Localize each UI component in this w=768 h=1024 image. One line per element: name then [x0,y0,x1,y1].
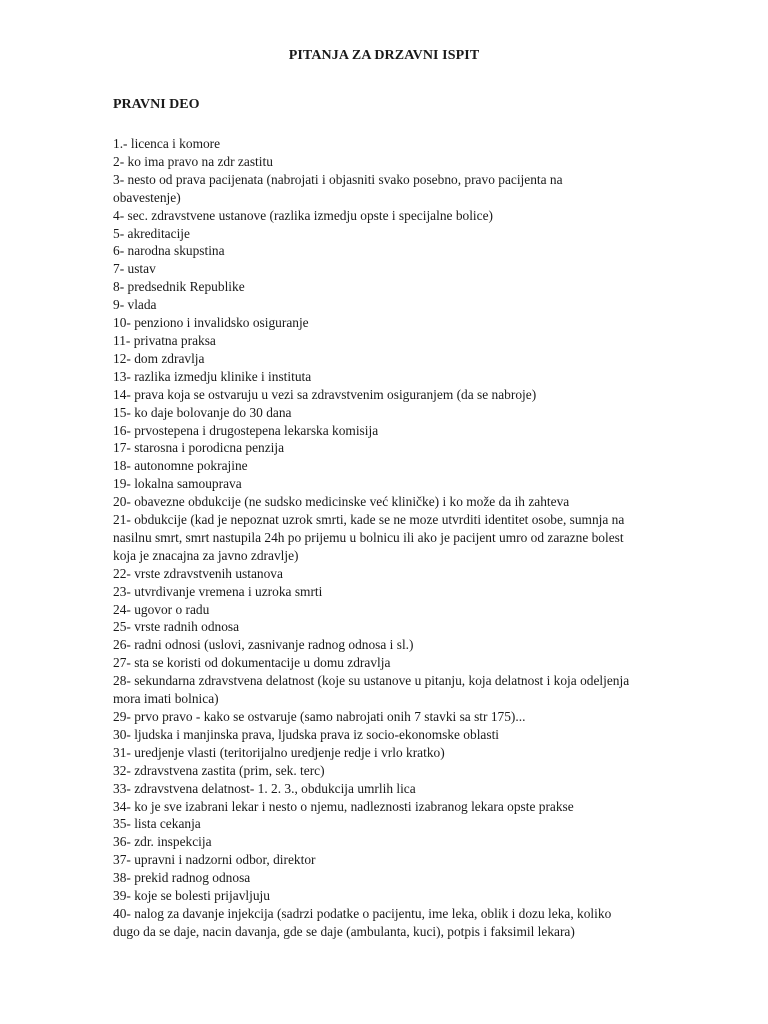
question-item: 33- zdravstvena delatnost- 1. 2. 3., obdukcija umrlih lica [113,780,416,796]
question-item: 18- autonomne pokrajine [113,458,248,474]
question-item: 12- dom zdravlja [113,350,205,366]
question-item: 5- akreditacije [113,225,190,241]
question-item: 28- sekundarna zdravstvena delatnost (koje su ustanove u pitanju, koja delatnost i koja odeljenja mora imati bolnica) [113,673,630,707]
question-item: 38- prekid radnog odnosa [113,870,251,886]
question-item: 10- penziono i invalidsko osiguranje [113,315,309,331]
question-item: 31- uredjenje vlasti (teritorijalno uredjenje redje i vrlo kratko) [113,744,445,760]
question-item: 1.- licenca i komore [113,136,221,151]
question-item: 13- razlika izmedju klinike i instituta [113,368,312,384]
question-item: 22- vrste zdravstvenih ustanova [113,565,283,581]
question-item: 34- ko je sve izabrani lekar i nesto o njemu, nadleznosti izabranog lekara opste prakse [113,798,574,814]
question-item: 36- zdr. inspekcija [113,834,212,850]
question-item: 32- zdravstvena zastita (prim, sek. terc) [113,762,325,778]
question-item: 24- ugovor o radu [113,601,210,617]
question-item: 20- obavezne obdukcije (ne sudsko medicinske već kliničke) i ko može da ih zahteva [113,494,570,510]
question-item: 30- ljudska i manjinska prava, ljudska prava iz socio-ekonomske oblasti [113,726,500,742]
question-item: 15- ko daje bolovanje do 30 dana [113,404,292,420]
question-item: 40- nalog za davanje injekcija (sadrzi podatke o pacijentu, ime leka, oblik i dozu leka, koliko dugo da se daje, nacin davanja, gde se daje (ambulanta, kuci), potpis i faksimil lekara) [113,905,612,939]
section-heading: PRAVNI DEO [113,97,200,112]
page-title: PITANJA ZA DRZAVNI ISPIT [288,48,480,63]
question-item: 8- predsednik Republike [113,279,245,295]
question-item: 19- lokalna samouprava [113,476,242,492]
question-item: 39- koje se bolesti prijavljuju [113,888,270,904]
question-item: 37- upravni i nadzorni odbor, direktor [113,852,316,868]
question-item: 26- radni odnosi (uslovi, zasnivanje radnog odnosa i sl.) [113,637,414,653]
question-item: 11- privatna praksa [113,332,216,348]
question-item: 35- lista cekanja [113,816,201,832]
question-item: 3- nesto od prava pacijenata (nabrojati i objasniti svako posebno, pravo pacijenta na obavestenje) [113,171,563,205]
question-item: 4- sec. zdravstvene ustanove (razlika izmedju opste i specijalne bolice) [113,207,493,223]
question-item: 14- prava koja se ostvaruju u vezi sa zdravstvenim osiguranjem (da se nabroje) [113,386,537,402]
question-list [113,135,633,941]
question-item: 6- narodna skupstina [113,243,225,259]
question-item: 23- utvrdivanje vremena i uzroka smrti [113,583,323,599]
question-item: 2- ko ima pravo na zdr zastitu [113,153,273,169]
question-item: 21- obdukcije (kad je nepoznat uzrok smrti, kade se ne moze utvrditi identitet osobe, sumnja na nasilnu smrt, smrt nastupila 24h po prijemu u bolnicu ili ako je pacijent umro od zarazne bolest koja je znacajna za javno zdravlje) [113,512,625,563]
question-item: 27- sta se koristi od dokumentacije u domu zdravlja [113,655,391,671]
question-item: 9- vlada [113,297,157,313]
question-item: 29- prvo pravo - kako se ostvaruje (samo nabrojati onih 7 stavki sa str 175)... [113,709,526,724]
question-item: 16- prvostepena i drugostepena lekarska komisija [113,422,379,438]
question-item: 17- starosna i porodicna penzija [113,440,285,456]
question-item: 25- vrste radnih odnosa [113,619,240,635]
question-item: 7- ustav [113,261,156,277]
